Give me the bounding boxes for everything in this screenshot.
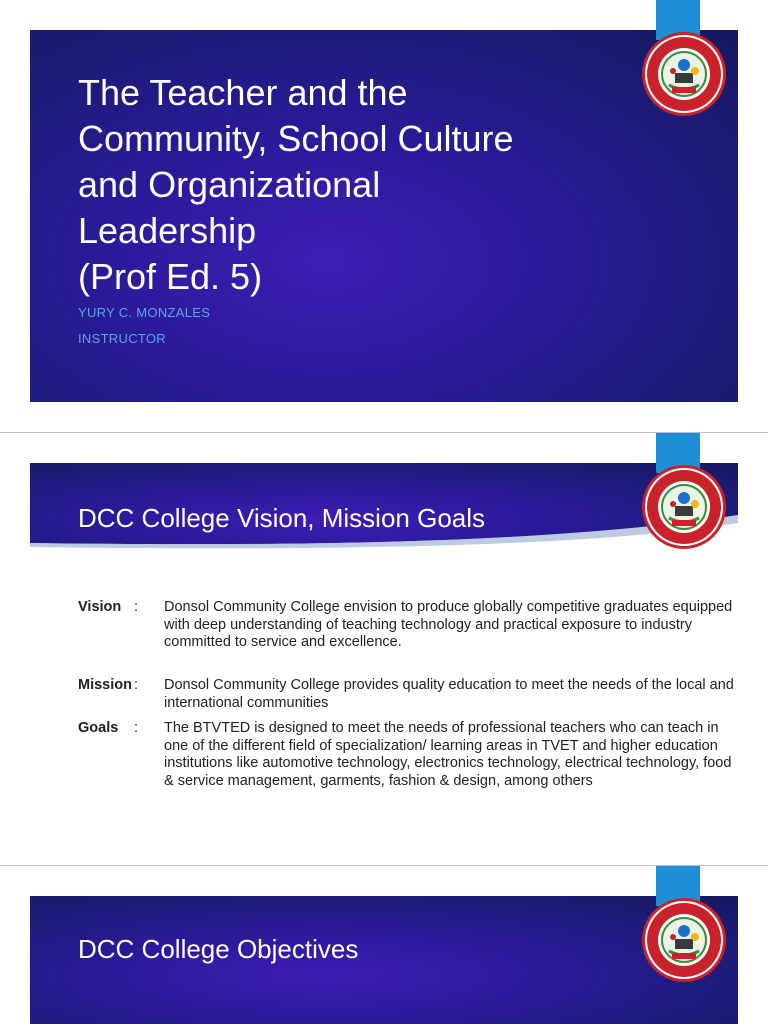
title-line: Leadership xyxy=(78,210,257,251)
row-label: Vision xyxy=(78,599,122,615)
title-line: The Teacher and the xyxy=(78,72,408,113)
row-text: The BTVTED is designed to meet the needs of professional teachers who can teach in one of the different field of specialization/ learning areas in TVET and higher education institutions like automotive technology, electronics technology, electrical technology, food & service management, garments, fashion & design, among others xyxy=(164,720,732,789)
college-seal xyxy=(642,32,726,116)
section-title: DCC College Objectives xyxy=(78,934,359,964)
college-seal xyxy=(642,898,726,982)
presentation-title xyxy=(78,70,638,300)
slide-3 xyxy=(0,866,768,1024)
mission-row xyxy=(78,677,738,713)
title-line: and Organizational xyxy=(78,164,381,205)
row-colon: : xyxy=(134,720,139,736)
row-text: Donsol Community College envision to produce globally competitive graduates equipped with deep understanding of teaching technology and practical exposure to industry committed to service and excellence. xyxy=(164,599,733,650)
instructor-role: INSTRUCTOR xyxy=(78,331,166,346)
instructor-name: YURY C. MONZALES xyxy=(78,305,211,320)
title-line: Community, School Culture xyxy=(78,118,514,159)
college-seal xyxy=(642,465,726,549)
row-label: Goals xyxy=(78,720,119,736)
row-colon: : xyxy=(134,677,139,693)
row-label: Mission xyxy=(78,677,132,693)
row-colon: : xyxy=(134,599,139,615)
slide-2 xyxy=(0,433,768,865)
section-title: DCC College Vision, Mission Goals xyxy=(78,503,486,533)
slide-1 xyxy=(0,0,768,432)
goals-row xyxy=(78,720,738,810)
vision-row xyxy=(78,599,738,669)
title-line: (Prof Ed. 5) xyxy=(78,256,263,297)
row-text: Donsol Community College provides quality education to meet the needs of the local and international communities xyxy=(164,677,734,711)
